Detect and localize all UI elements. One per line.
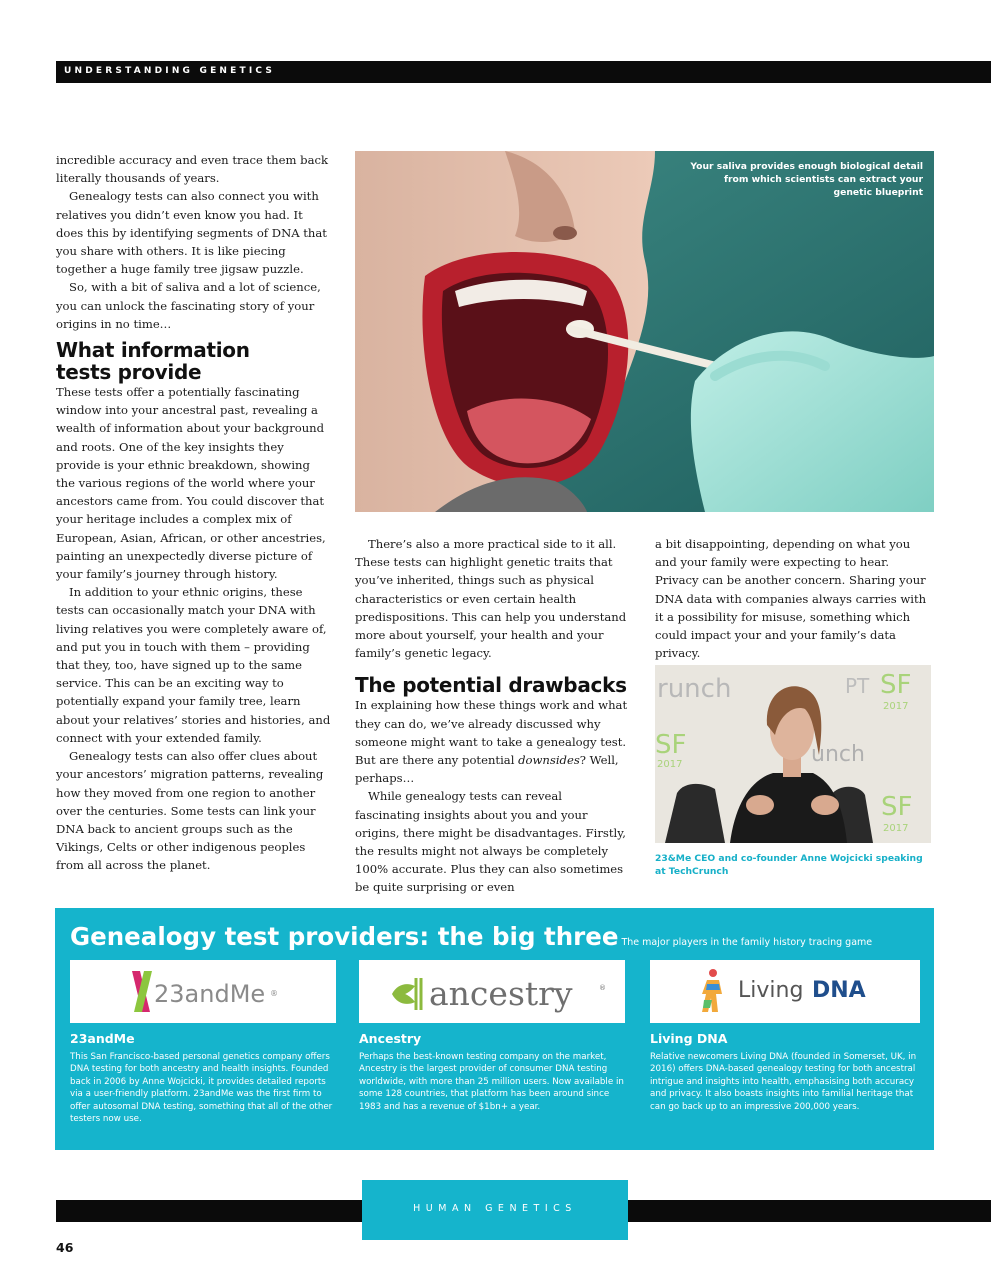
ceo-illustration [655, 665, 931, 843]
svg-text:®: ® [270, 989, 278, 998]
backdrop-text: SF [880, 670, 912, 700]
23andme-logo-mark [70, 960, 336, 1023]
boxout-subtitle: The major players in the family history tracing game [621, 937, 873, 948]
ceo-photo [655, 665, 931, 843]
provider-description: Relative newcomers Living DNA (founded in Somerset, UK, in 2016) offers DNA-based genealogy testing for both ancestral intrigue and insights into health, emphasising both accuracy and privacy. It also boasts insights into familial heritage that can go back up to an impressive 200,000 years. [650, 1052, 917, 1112]
paragraph: So, with a bit of saliva and a lot of science, you can unlock the fascinating story of your origins in no time… [56, 280, 321, 331]
boxout-title: Genealogy test providers: the big three The major players in the family history tracing game [70, 922, 873, 951]
ceo-photo-caption: 23&Me CEO and co-founder Anne Wojcicki speaking at TechCrunch [655, 853, 923, 877]
paragraph: Genealogy tests can also connect you with relatives you didn’t even know you had. It does this by identifying segments of DNA that you share with others. It is like piecing together a huge family tree jigsaw puzzle. [56, 189, 327, 277]
provider-name: 23andMe [70, 1031, 135, 1046]
backdrop-text: 2017 [657, 759, 683, 770]
backdrop-text: PT [845, 674, 870, 698]
article-column-2 [355, 535, 630, 897]
paragraph: a bit disappointing, depending on what you and your family were expecting to hear. Privacy can be another concern. Sharing your DNA data with companies always carries with it a possibility for misuse, something which could impact your and your family’s data privacy. [655, 537, 927, 661]
backdrop-text: SF [655, 730, 687, 760]
23andme-logo [70, 960, 336, 1023]
section-header-bar [56, 61, 991, 83]
subheading-drawbacks: The potential drawbacks [355, 673, 627, 698]
paragraph: While genealogy tests can reveal fascinating insights about you and your origins, there might be disadvantages. Firstly, the results might not always be completely 100% accurate. Plus they can also sometimes be quite surprising or even [355, 789, 626, 895]
article-column-3 [655, 535, 933, 662]
paragraph: In explaining how these things work and what they can do, we’ve already discussed why someone might want to take a genealogy test. But are there any potential downsides? Well, perhaps… [355, 698, 628, 786]
provider-description: Perhaps the best-known testing company on the market, Ancestry is the largest provider of consumer DNA testing worldwide, with more than 25 million users. Now available in some 128 countries, that platform has been around since 1983 and has a revenue of $1bn+ a year. [359, 1052, 624, 1112]
provider-name: Ancestry [359, 1031, 422, 1046]
paragraph: In addition to your ethnic origins, these tests can occasionally match your DNA with living relatives you were completely aware of, and put you in touch with them – providing that they, too, have signed up to the same service. This can be an exciting way to potentially expand your family tree, learn about your relatives’ stories and histories, and connect with your extended family. [56, 585, 331, 745]
backdrop-text: 2017 [883, 701, 909, 712]
backdrop-text: 2017 [883, 823, 909, 834]
paragraph: incredible accuracy and even trace them back literally thousands of years. [56, 153, 329, 186]
backdrop-text: unch [811, 742, 865, 767]
living-dna-logo-mark [650, 960, 920, 1023]
23andme-logo-text: 23andMe [154, 980, 266, 1008]
footer-section-tab [362, 1180, 628, 1240]
providers-boxout [55, 908, 934, 1150]
living-dna-logo-text: DNA [812, 978, 866, 1003]
photo-caption: Your saliva provides enough biological detail from which scientists can extract your genetic blueprint [690, 161, 923, 198]
paragraph: There’s also a more practical side to it all. These tests can highlight genetic traits that you’ve inherited, things such as physical characteristics or even certain health predispositions. This can help you understand more about yourself, your health and your family’s genetic legacy. [355, 537, 627, 661]
backdrop-text: runch [657, 674, 732, 704]
living-dna-logo [650, 960, 920, 1023]
living-dna-logo-text: Living [738, 978, 804, 1003]
ancestry-logo [359, 960, 625, 1023]
section-label: UNDERSTANDING GENETICS [64, 66, 276, 76]
paragraph: Genealogy tests can also offer clues about your ancestors’ migration patterns, revealing how they moved from one region to another over the centuries. Some tests can link your DNA back to ancient groups such as the Vikings, Celts or other indigenous peoples from all across the planet. [56, 749, 324, 873]
provider-description: This San Francisco-based personal genetics company offers DNA testing for both ancestry and health insights. Founded back in 2006 by Anne Wojcicki, it provides detailed reports via a user-friendly platform. 23andMe was the first firm to offer autosomal DNA testing, something that all of the other testers now use. [70, 1052, 333, 1125]
saliva-swab-photo [355, 151, 934, 512]
footer-section-label: HUMAN GENETICS [413, 1203, 577, 1214]
ancestry-logo-text: ancestry [429, 974, 573, 1013]
provider-name: Living DNA [650, 1031, 728, 1046]
svg-text:®: ® [599, 984, 606, 992]
backdrop-text: SF [881, 792, 913, 822]
subheading-what-information: What information tests provide [56, 338, 250, 385]
saliva-swab-illustration [355, 151, 934, 512]
paragraph: These tests offer a potentially fascinating window into your ancestral past, revealing a wealth of information about your background and roots. One of the key insights they provide is your ethnic breakdown, showing the various regions of the world where your ancestors came from. You could discover that your heritage includes a complex mix of European, Asian, African, or other ancestries, painting an unexpectedly diverse picture of your family’s journey through history. [56, 385, 326, 582]
ancestry-logo-mark [359, 960, 625, 1023]
page-number: 46 [56, 1240, 74, 1255]
article-column-1 [56, 151, 331, 875]
